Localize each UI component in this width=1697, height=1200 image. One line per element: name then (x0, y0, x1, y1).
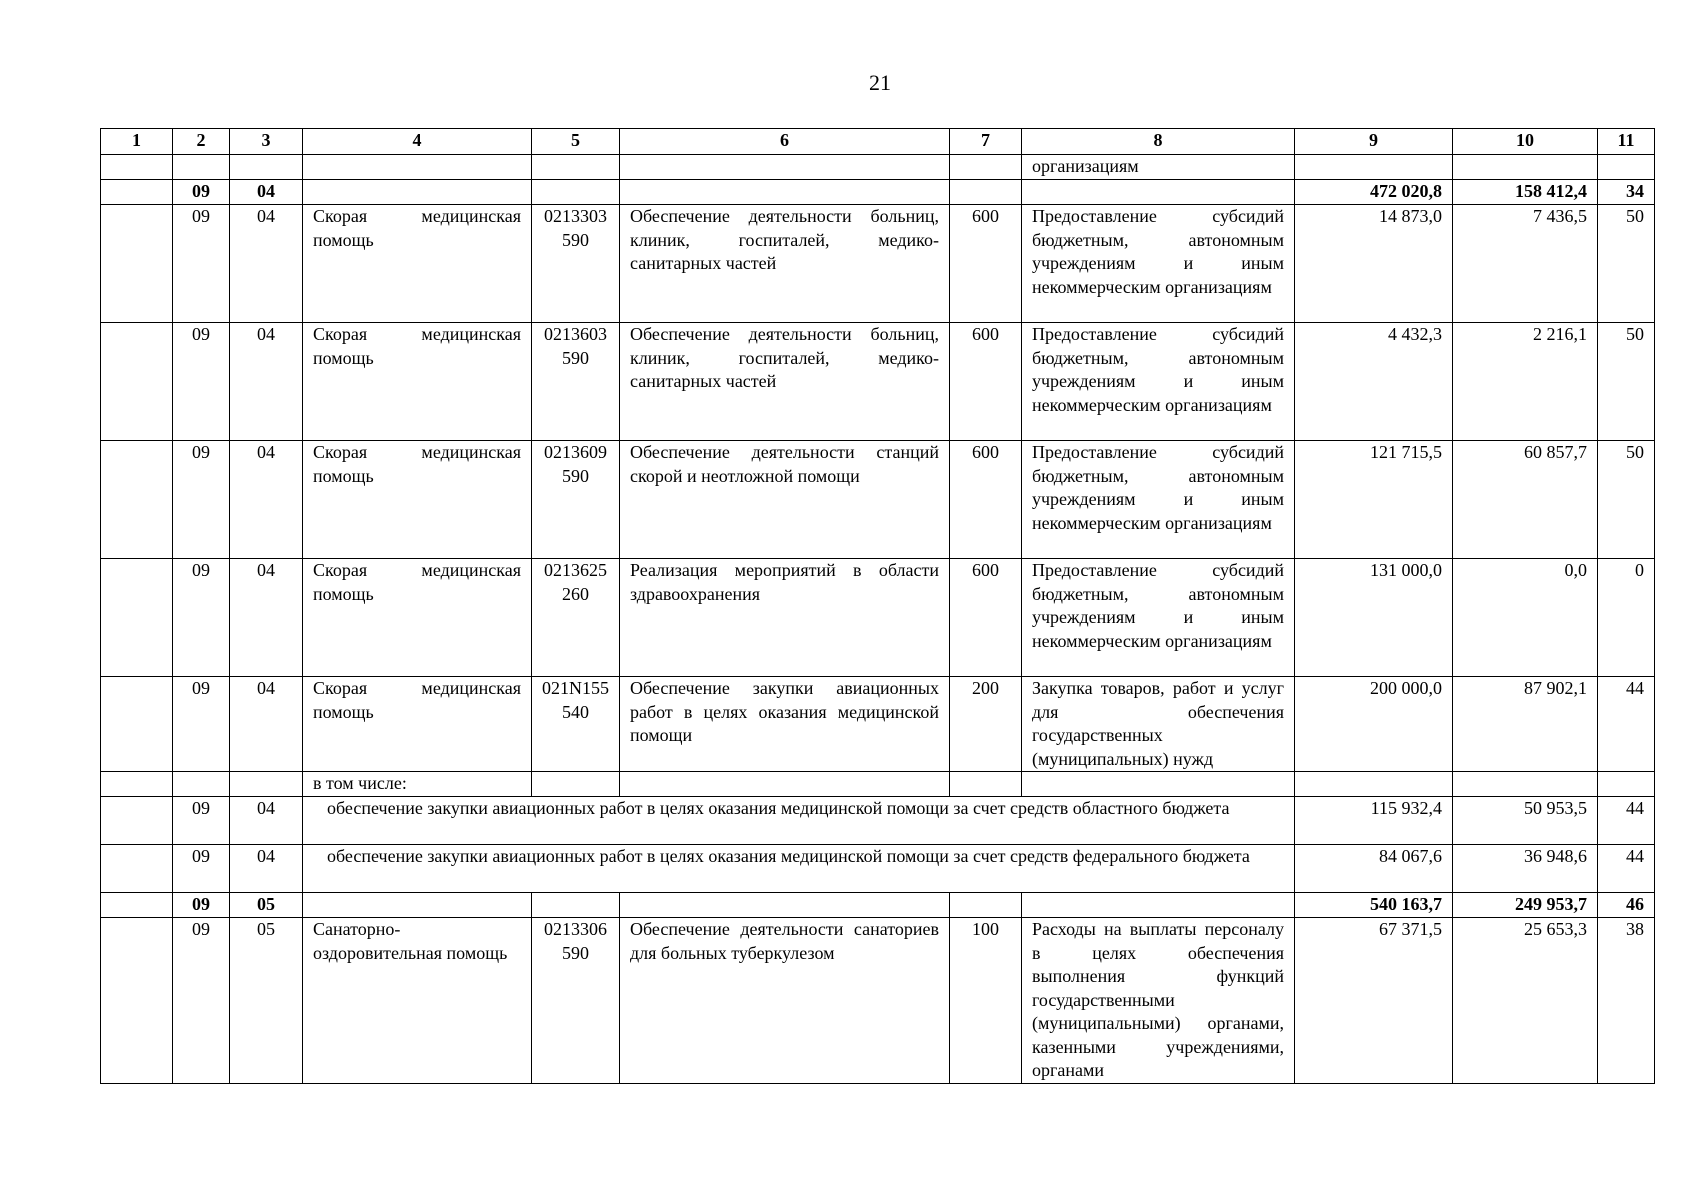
col1-cell (101, 180, 173, 205)
purpose-cell: Обеспечение деятельности больниц, клиник, госпиталей, медико-санитарных частей (620, 205, 950, 323)
percent-cell: 50 (1598, 323, 1655, 441)
column-header: 9 (1295, 129, 1453, 155)
section-cell: 09 (173, 797, 230, 845)
target-code-cell (532, 180, 620, 205)
section-cell: 09 (173, 845, 230, 893)
column-header: 4 (303, 129, 532, 155)
section-cell (173, 772, 230, 797)
table-row (101, 772, 1655, 797)
purpose-cell: Реализация мероприятий в области здравоохранения (620, 559, 950, 677)
expense-type-cell: 600 (950, 323, 1022, 441)
executed-cell: 87 902,1 (1453, 677, 1598, 772)
purpose-cell: Обеспечение деятельности больниц, клиник, госпиталей, медико-санитарных частей (620, 323, 950, 441)
purpose-cell (620, 893, 950, 918)
percent-cell: 44 (1598, 677, 1655, 772)
executed-cell: 36 948,6 (1453, 845, 1598, 893)
amount-cell: 131 000,0 (1295, 559, 1453, 677)
subsection-cell: 04 (230, 205, 303, 323)
executed-cell: 249 953,7 (1453, 893, 1598, 918)
executed-cell (1453, 155, 1598, 180)
expense-type-name-cell (1022, 893, 1295, 918)
expense-type-name-cell: Предоставление субсидий бюджетным, автономным учреждениям и иным некоммерческим организациям (1022, 559, 1295, 677)
table-row (101, 441, 1655, 559)
column-header: 5 (532, 129, 620, 155)
section-cell: 09 (173, 205, 230, 323)
col1-cell (101, 918, 173, 1084)
subsection-cell: 05 (230, 918, 303, 1084)
name-cell: Скорая медицинская помощь (303, 559, 532, 677)
target-code-cell (532, 155, 620, 180)
target-code-cell: 0213303590 (532, 205, 620, 323)
percent-cell: 0 (1598, 559, 1655, 677)
target-code-cell: 0213603590 (532, 323, 620, 441)
executed-cell: 25 653,3 (1453, 918, 1598, 1084)
percent-cell (1598, 772, 1655, 797)
expense-type-name-cell (1022, 772, 1295, 797)
budget-table (100, 128, 1655, 1084)
percent-cell: 38 (1598, 918, 1655, 1084)
expense-type-cell (950, 155, 1022, 180)
page-number: 21 (869, 70, 891, 95)
table-row (101, 155, 1655, 180)
description-text: обеспечение закупки авиационных работ в целях оказания медицинской помощи за счет средств федерального бюджета (327, 846, 1250, 866)
purpose-cell: Обеспечение закупки авиационных работ в целях оказания медицинской помощи (620, 677, 950, 772)
amount-cell: 540 163,7 (1295, 893, 1453, 918)
amount-cell (1295, 772, 1453, 797)
expense-type-name-cell (1022, 180, 1295, 205)
col1-cell (101, 323, 173, 441)
section-cell: 09 (173, 441, 230, 559)
amount-cell: 121 715,5 (1295, 441, 1453, 559)
name-cell (303, 155, 532, 180)
expense-type-cell (950, 772, 1022, 797)
target-code-cell: 0213609590 (532, 441, 620, 559)
col1-cell (101, 893, 173, 918)
amount-cell: 14 873,0 (1295, 205, 1453, 323)
col1-cell (101, 155, 173, 180)
target-code-cell: 0213625260 (532, 559, 620, 677)
expense-type-cell: 600 (950, 441, 1022, 559)
expense-type-cell: 600 (950, 205, 1022, 323)
expense-type-name-cell: Закупка товаров, работ и услуг для обеспечения государственных (муниципальных) нужд (1022, 677, 1295, 772)
subsection-cell: 04 (230, 323, 303, 441)
table-row (101, 797, 1655, 845)
expense-type-cell: 600 (950, 559, 1022, 677)
section-cell: 09 (173, 918, 230, 1084)
subsection-cell: 04 (230, 559, 303, 677)
name-cell: в том числе: (303, 772, 532, 797)
percent-cell: 44 (1598, 845, 1655, 893)
section-cell: 09 (173, 893, 230, 918)
section-cell: 09 (173, 559, 230, 677)
subsection-cell: 04 (230, 441, 303, 559)
col1-cell (101, 772, 173, 797)
description-text: обеспечение закупки авиационных работ в целях оказания медицинской помощи за счет средств областного бюджета (327, 798, 1230, 818)
amount-cell: 200 000,0 (1295, 677, 1453, 772)
expense-type-cell (950, 180, 1022, 205)
column-header: 6 (620, 129, 950, 155)
name-cell: Скорая медицинская помощь (303, 677, 532, 772)
subtotal-row (101, 180, 1655, 205)
section-cell: 09 (173, 180, 230, 205)
expense-type-name-cell: Предоставление субсидий бюджетным, автономным учреждениям и иным некоммерческим организациям (1022, 205, 1295, 323)
amount-cell: 115 932,4 (1295, 797, 1453, 845)
merged-description-cell (303, 797, 1295, 845)
column-header: 1 (101, 129, 173, 155)
name-cell: Санаторно-оздоровительная помощь (303, 918, 532, 1084)
target-code-cell: 021N155540 (532, 677, 620, 772)
name-cell: Скорая медицинская помощь (303, 323, 532, 441)
purpose-cell: Обеспечение деятельности станций скорой и неотложной помощи (620, 441, 950, 559)
executed-cell: 0,0 (1453, 559, 1598, 677)
expense-type-name-cell: Предоставление субсидий бюджетным, автономным учреждениям и иным некоммерческим организациям (1022, 323, 1295, 441)
column-header: 10 (1453, 129, 1598, 155)
col1-cell (101, 797, 173, 845)
subsection-cell (230, 772, 303, 797)
table-row (101, 323, 1655, 441)
col1-cell (101, 441, 173, 559)
amount-cell: 67 371,5 (1295, 918, 1453, 1084)
expense-type-name-cell: организациям (1022, 155, 1295, 180)
column-header: 8 (1022, 129, 1295, 155)
purpose-cell: Обеспечение деятельности санаториев для больных туберкулезом (620, 918, 950, 1084)
expense-type-cell: 200 (950, 677, 1022, 772)
col1-cell (101, 845, 173, 893)
expense-type-name-cell: Предоставление субсидий бюджетным, автономным учреждениям и иным некоммерческим организациям (1022, 441, 1295, 559)
subsection-cell: 04 (230, 845, 303, 893)
expense-type-name-cell: Расходы на выплаты персоналу в целях обеспечения выполнения функций государственными (муниципальными) органами, казенными учреждениями, органами (1022, 918, 1295, 1084)
column-header: 7 (950, 129, 1022, 155)
percent-cell: 44 (1598, 797, 1655, 845)
executed-cell: 60 857,7 (1453, 441, 1598, 559)
section-cell: 09 (173, 323, 230, 441)
section-cell: 09 (173, 677, 230, 772)
percent-cell: 50 (1598, 205, 1655, 323)
header-row (101, 129, 1655, 155)
column-header: 11 (1598, 129, 1655, 155)
table-row (101, 205, 1655, 323)
name-cell (303, 893, 532, 918)
expense-type-cell: 100 (950, 918, 1022, 1084)
executed-cell: 158 412,4 (1453, 180, 1598, 205)
subsection-cell: 04 (230, 180, 303, 205)
executed-cell (1453, 772, 1598, 797)
executed-cell: 2 216,1 (1453, 323, 1598, 441)
table-row (101, 918, 1655, 1084)
col1-cell (101, 677, 173, 772)
expense-type-cell (950, 893, 1022, 918)
percent-cell: 34 (1598, 180, 1655, 205)
executed-cell: 7 436,5 (1453, 205, 1598, 323)
table-row (101, 559, 1655, 677)
subsection-cell: 05 (230, 893, 303, 918)
percent-cell (1598, 155, 1655, 180)
percent-cell: 50 (1598, 441, 1655, 559)
merged-description-cell (303, 845, 1295, 893)
col1-cell (101, 205, 173, 323)
name-cell (303, 180, 532, 205)
name-cell: Скорая медицинская помощь (303, 205, 532, 323)
subsection-cell: 04 (230, 797, 303, 845)
amount-cell: 4 432,3 (1295, 323, 1453, 441)
name-cell: Скорая медицинская помощь (303, 441, 532, 559)
purpose-cell (620, 180, 950, 205)
target-code-cell (532, 893, 620, 918)
section-cell (173, 155, 230, 180)
col1-cell (101, 559, 173, 677)
table-row (101, 677, 1655, 772)
target-code-cell: 0213306590 (532, 918, 620, 1084)
amount-cell: 84 067,6 (1295, 845, 1453, 893)
amount-cell (1295, 155, 1453, 180)
purpose-cell (620, 155, 950, 180)
target-code-cell (532, 772, 620, 797)
column-header: 3 (230, 129, 303, 155)
executed-cell: 50 953,5 (1453, 797, 1598, 845)
purpose-cell (620, 772, 950, 797)
subsection-cell (230, 155, 303, 180)
subsection-cell: 04 (230, 677, 303, 772)
percent-cell: 46 (1598, 893, 1655, 918)
subtotal-row (101, 893, 1655, 918)
table-row (101, 845, 1655, 893)
amount-cell: 472 020,8 (1295, 180, 1453, 205)
column-header: 2 (173, 129, 230, 155)
